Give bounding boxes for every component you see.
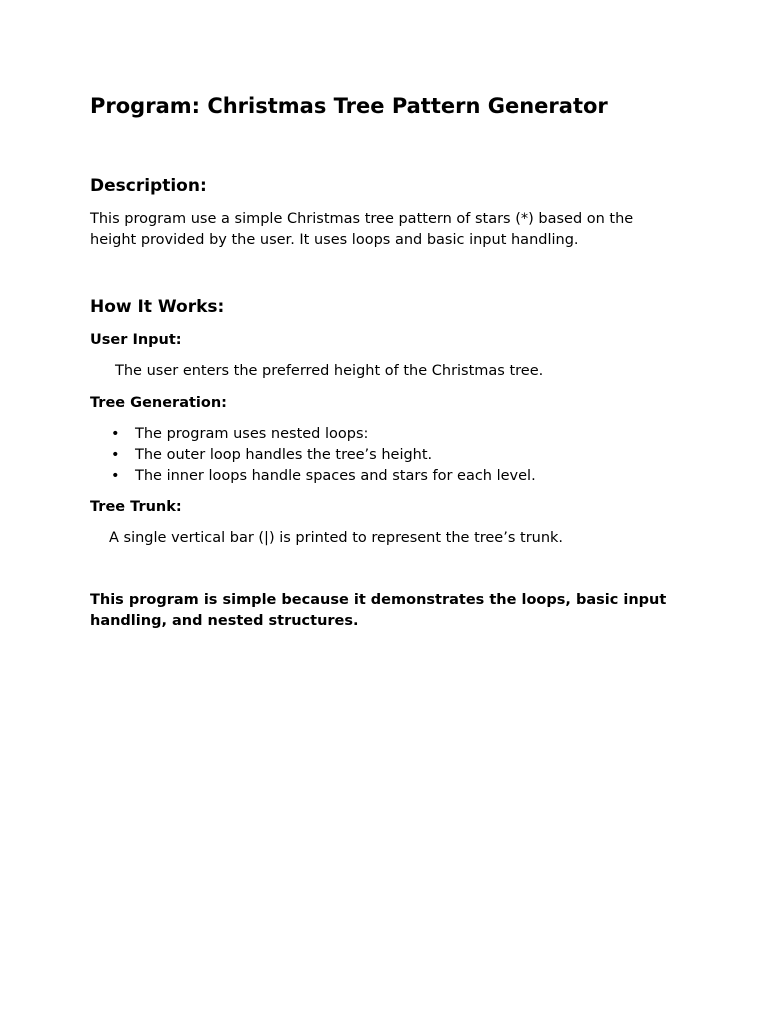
- tree-generation-list: [90, 424, 536, 487]
- tree-generation-heading: Tree Generation:: [90, 395, 227, 411]
- bullet-icon: •: [111, 468, 120, 484]
- user-input-heading: User Input:: [90, 332, 182, 348]
- description-text: This program use a simple Christmas tree pattern of stars (*) based on the height provided by the user. It uses loops and basic input handling.: [90, 211, 634, 248]
- list-item: [90, 466, 536, 487]
- description-heading: Description:: [90, 176, 207, 196]
- user-input-text: The user enters the preferred height of the Christmas tree.: [115, 363, 544, 379]
- list-item-text: The outer loop handles the tree’s height.: [135, 447, 433, 463]
- list-item: [90, 424, 536, 445]
- page-title: Program: Christmas Tree Pattern Generator: [90, 94, 608, 118]
- list-item: [90, 445, 536, 466]
- bullet-icon: •: [111, 447, 120, 463]
- tree-trunk-text: A single vertical bar (|) is printed to represent the tree’s trunk.: [109, 530, 564, 546]
- list-item-text: The inner loops handle spaces and stars for each level.: [135, 468, 536, 484]
- how-it-works-heading: How It Works:: [90, 297, 225, 317]
- conclusion-text: This program is simple because it demonstrates the loops, basic input handling, and nested structures.: [90, 592, 667, 629]
- bullet-icon: •: [111, 426, 120, 442]
- list-item-text: The program uses nested loops:: [135, 426, 369, 442]
- tree-trunk-heading: Tree Trunk:: [90, 499, 182, 515]
